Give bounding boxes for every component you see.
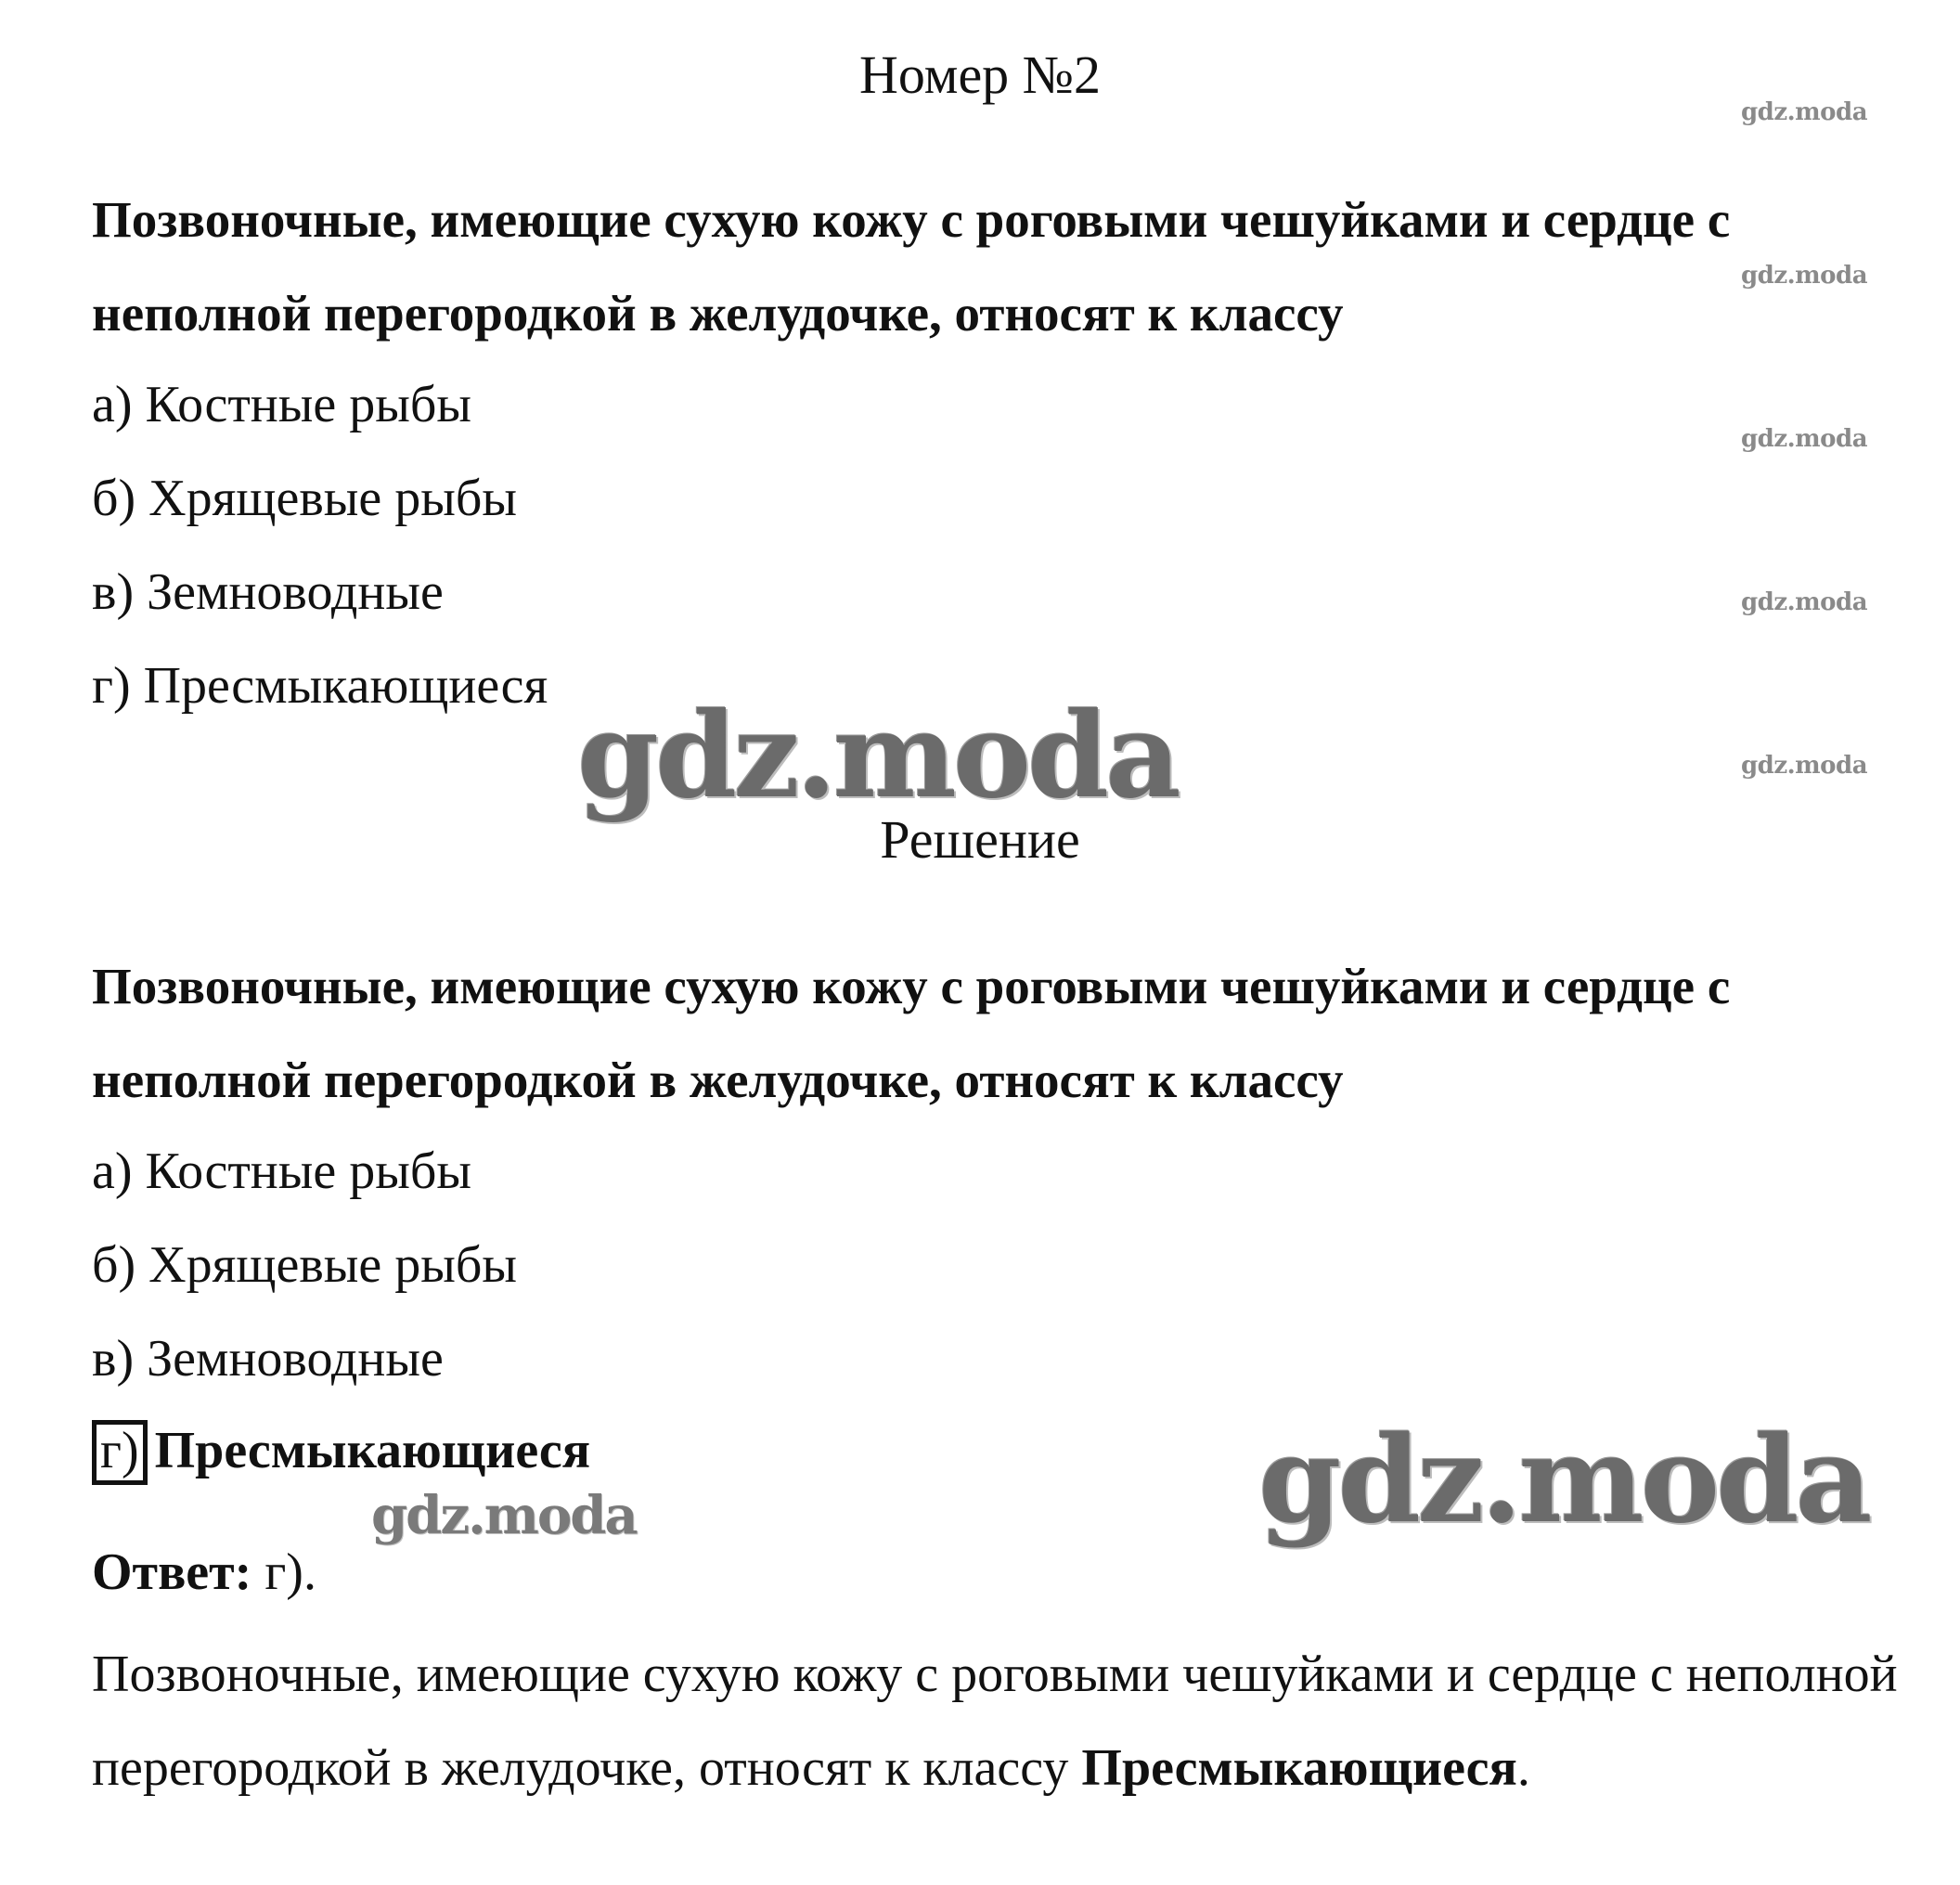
selected-answer-box: г) [92, 1420, 148, 1485]
answer-line [92, 1543, 316, 1601]
watermark-small: gdz.moda [1741, 98, 1868, 126]
solution-option-v: в) Земноводные [92, 1330, 444, 1388]
option-g: г) Пресмыкающиеся [92, 657, 548, 715]
solution-title: Решение [880, 809, 1080, 870]
option-b: б) Хрящевые рыбы [92, 470, 517, 527]
answer-value: г). [251, 1543, 316, 1601]
explanation-body: Позвоночные, имеющие сухую кожу с роговыми чешуйками и сердце с неполной перегородкой в желудочке, относят к классу [92, 1646, 1898, 1797]
page-title: Номер №2 [858, 45, 1102, 105]
answer-label: Ответ: [92, 1543, 252, 1601]
watermark-small: gdz.moda [1741, 425, 1868, 453]
watermark-small: gdz.moda [1741, 752, 1868, 780]
selected-answer-text: Пресмыкающиеся [154, 1422, 591, 1479]
explanation-end: . [1516, 1739, 1530, 1797]
explanation-text [92, 1628, 1929, 1815]
solution-option-g-selected [92, 1420, 590, 1485]
solution-question-text: Позвоночные, имеющие сухую кожу с роговыми чешуйками и сердце с неполной перегородкой в желудочке, относят к классу [92, 958, 1731, 1108]
solution-option-a: а) Костные рыбы [92, 1143, 471, 1200]
watermark-medium: gdz.moda [371, 1485, 637, 1546]
option-v: в) Земноводные [92, 563, 444, 621]
question-text: Позвоночные, имеющие сухую кожу с роговыми чешуйками и сердце с неполной перегородкой в желудочке, относят к классу [92, 191, 1731, 342]
watermark-large: gdz.moda [1258, 1411, 1869, 1550]
watermark-small: gdz.moda [1741, 262, 1868, 290]
explanation-answer: Пресмыкающиеся [1081, 1739, 1517, 1797]
option-a: а) Костные рыбы [92, 376, 471, 433]
watermark-small: gdz.moda [1741, 588, 1868, 616]
watermark-large: gdz.moda [577, 687, 1178, 824]
solution-option-b: б) Хрящевые рыбы [92, 1236, 517, 1294]
